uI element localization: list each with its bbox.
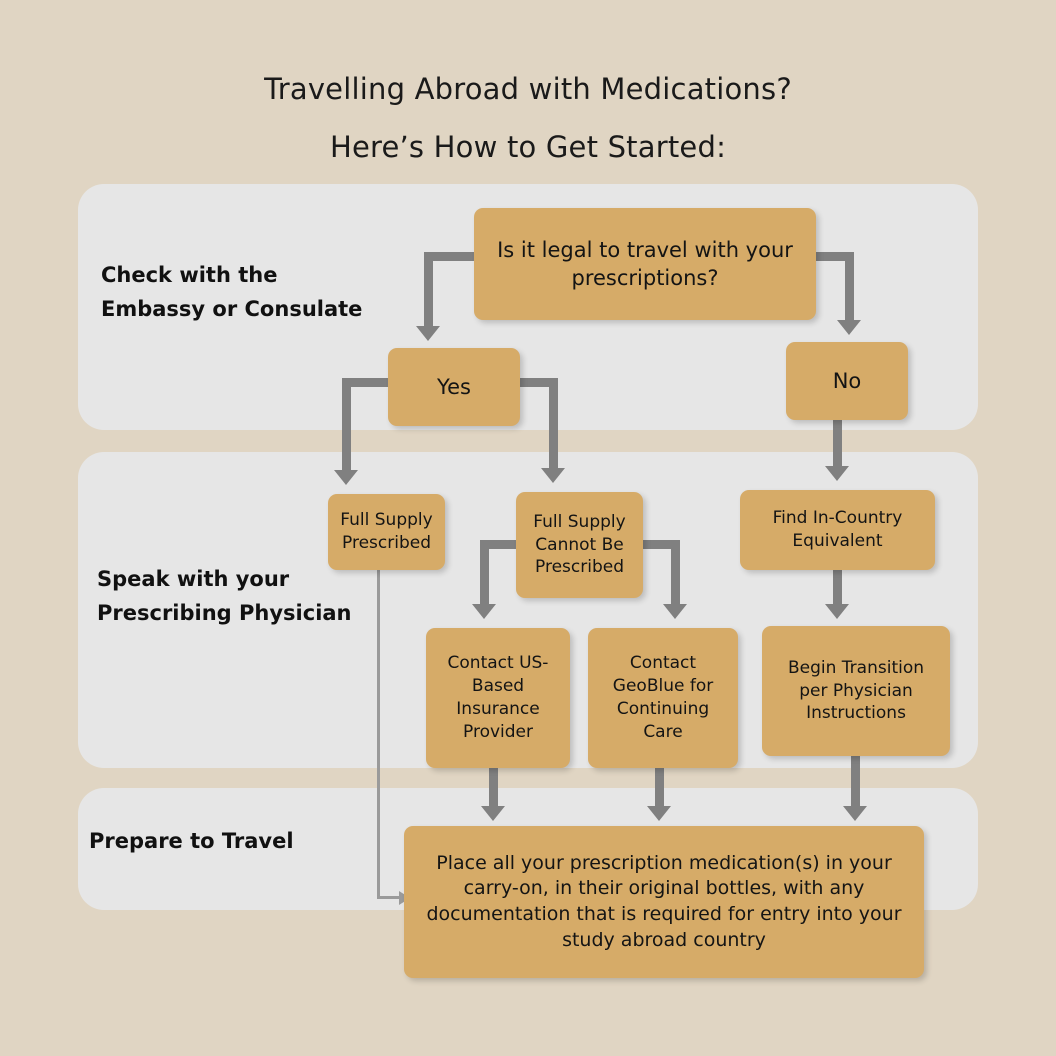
connector-cannot-to-geoblue-vertical — [671, 540, 680, 606]
connector-legal-to-yes-vertical — [424, 252, 433, 328]
node-prepare-carry-on[interactable]: Place all your prescription medication(s) in your carry-on, in their original bottles, with any documentation that is required for entry into your study abroad country — [404, 826, 924, 978]
connector-cannot-to-usins-vertical — [480, 540, 489, 606]
band-label-embassy-line2: Embassy or Consulate — [101, 297, 363, 322]
node-find-in-country-equivalent[interactable]: Find In-Country Equivalent — [740, 490, 935, 570]
connector-yes-to-full-vertical — [342, 378, 351, 472]
band-label-embassy — [101, 258, 401, 326]
page-title-line2: Here’s How to Get Started: — [329, 130, 727, 164]
arrowhead-geoblue-to-final — [647, 806, 671, 821]
arrowhead-yes-to-full — [334, 470, 358, 485]
node-yes[interactable]: Yes — [388, 348, 520, 426]
arrowhead-cannot-to-usins — [472, 604, 496, 619]
connector-usins-to-final — [489, 768, 498, 808]
band-label-travel: Prepare to Travel — [89, 829, 294, 853]
connector-full-to-final-horizontal — [377, 896, 401, 899]
arrowhead-cannot-to-geoblue — [663, 604, 687, 619]
page-title-line1: Travelling Abroad with Medications? — [264, 72, 792, 106]
connector-geoblue-to-final — [655, 768, 664, 808]
connector-full-to-final-vertical — [377, 570, 380, 898]
band-label-physician-line2: Prescribing Physician — [97, 601, 352, 626]
arrowhead-transition-to-final — [843, 806, 867, 821]
node-contact-us-insurance[interactable]: Contact US-Based Insurance Provider — [426, 628, 570, 768]
node-begin-transition[interactable]: Begin Transition per Physician Instructions — [762, 626, 950, 756]
arrowhead-yes-to-cannot — [541, 468, 565, 483]
arrowhead-equivalent-to-transition — [825, 604, 849, 619]
node-full-supply-cannot[interactable]: Full Supply Cannot Be Prescribed — [516, 492, 643, 598]
band-label-physician-line1: Speak with your — [97, 567, 290, 591]
connector-legal-to-no-vertical — [845, 252, 854, 322]
connector-equivalent-to-transition — [833, 570, 842, 606]
arrowhead-no-to-equivalent — [825, 466, 849, 481]
node-contact-geoblue[interactable]: Contact GeoBlue for Continuing Care — [588, 628, 738, 768]
connector-yes-to-cannot-vertical — [549, 378, 558, 470]
arrowhead-legal-to-no — [837, 320, 861, 335]
node-is-it-legal[interactable]: Is it legal to travel with your prescriptions? — [474, 208, 816, 320]
node-no[interactable]: No — [786, 342, 908, 420]
node-full-supply-prescribed[interactable]: Full Supply Prescribed — [328, 494, 445, 570]
connector-transition-to-final — [851, 756, 860, 808]
band-label-embassy-line1: Check with the — [101, 263, 278, 287]
band-label-physician — [97, 562, 397, 630]
arrowhead-legal-to-yes — [416, 326, 440, 341]
connector-no-to-equivalent — [833, 420, 842, 468]
arrowhead-usins-to-final — [481, 806, 505, 821]
